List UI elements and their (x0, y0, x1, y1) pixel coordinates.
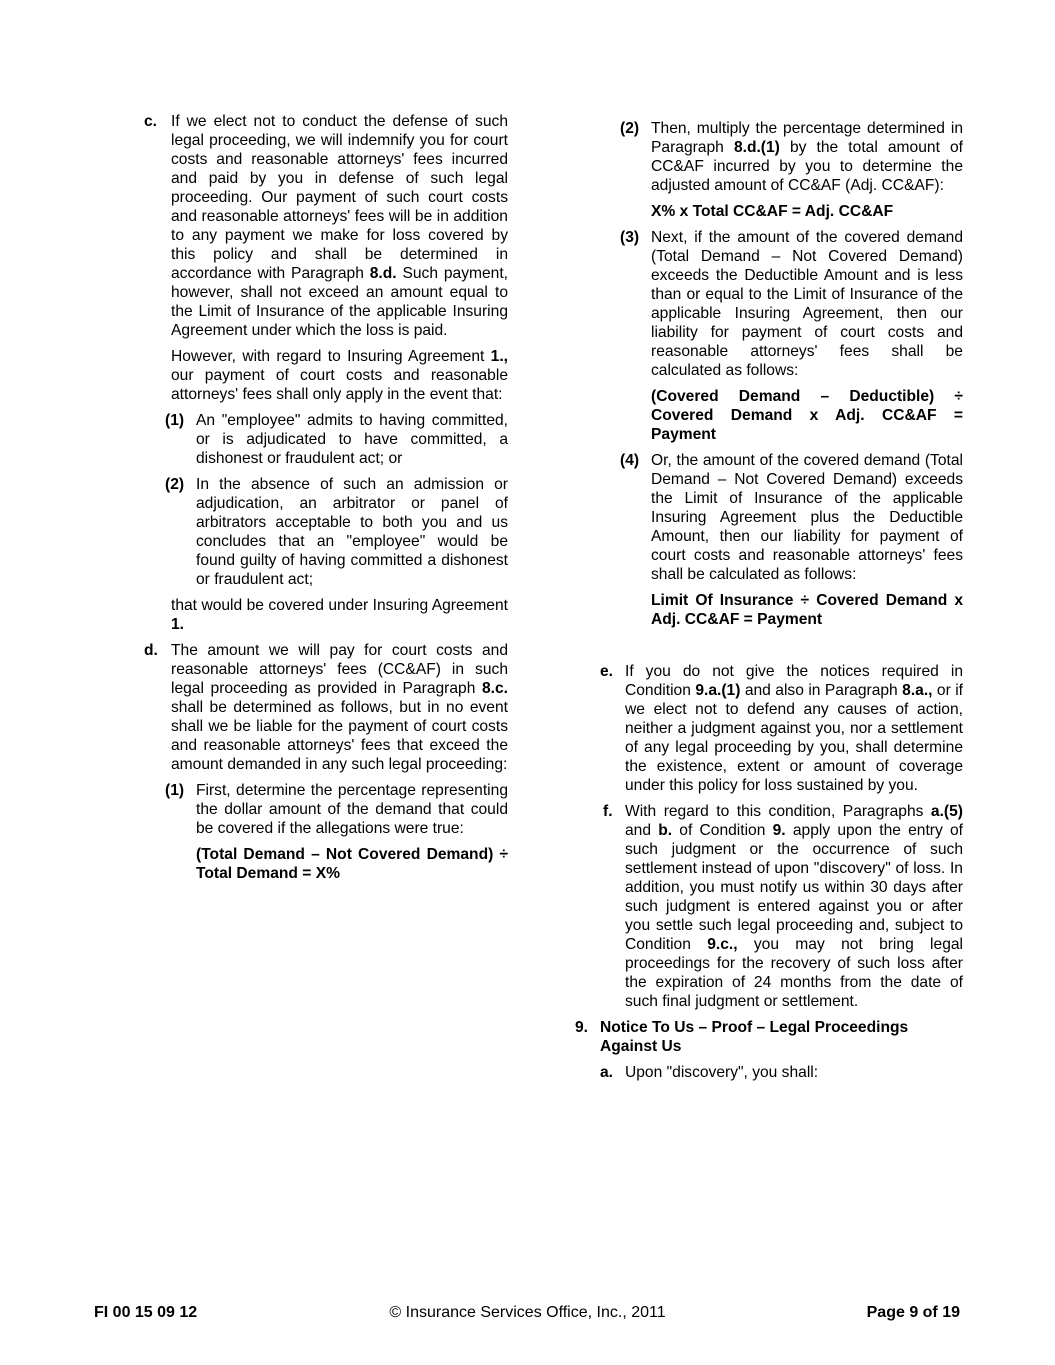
right-column (575, 119, 963, 1089)
paragraph-9a: a. Upon "discovery", you shall: (600, 1064, 819, 1081)
paragraph-8f: f. With regard to this condition, Paragraphs a.(5) and b. of Condition 9. apply upon the entry of such judgment or the occurrence of such settlement instead of upon "discovery" of loss. In addition, you must notify us within 30 days after such judgment is entered against you or after you settle such legal proceeding and, subject to Condition 9.c., you may not bring legal proceedings for the recovery of such loss after the expiration of 24 months from the date of such final judgment or settlement. (603, 803, 964, 1010)
paragraph-8d-4: (4) Or, the amount of the covered demand (Total Demand – Not Covered Demand) exceeds the Limit of Insurance of the applicable Insuring Agreement plus the Deductible Amount, then our liability for payment of court costs and reasonable attorneys' fees shall be calculated as follows: Limit Of Insurance ÷ Covered Demand x Adj. CC&AF = Payment (620, 452, 963, 628)
formula-x-percent: (Total Demand – Not Covered Demand) ÷ Total Demand = X% (196, 846, 508, 882)
formula-adj-ccaf: X% x Total CC&AF = Adj. CC&AF (651, 203, 894, 220)
paragraph-8c-1: (1) An "employee" admits to having committed, or is adjudicated to have committed, a dishonest or fraudulent act; or (165, 412, 508, 467)
section-9-heading: Notice To Us – Proof – Legal Proceedings Against Us (600, 1019, 909, 1055)
formula-payment-deductible: (Covered Demand – Deductible) ÷ Covered Demand x Adj. CC&AF = Payment (651, 388, 963, 443)
paragraph-8d (144, 641, 508, 883)
item-label-9a: a. (600, 1064, 614, 1081)
paragraph-8d-continued (575, 119, 963, 629)
left-column (144, 112, 508, 890)
section-9 (575, 1018, 963, 1056)
paragraph-8d-3: (3) Next, if the amount of the covered demand (Total Demand – Not Covered Demand) exceeds the Deductible Amount and is less than or equal to the Limit of Insurance of the applicable Insuring Agreement, then our liability for payment of court costs and reasonable attorneys' fees shall be calculated as follows: (Covered Demand – Deductible) ÷ Covered Demand x Adj. CC&AF = Payment (620, 229, 963, 443)
paragraph-8c-closing: that would be covered under Insuring Agreement 1. (171, 597, 508, 633)
paragraph-8d-text: The amount we will pay for court costs and reasonable attorneys' fees (CC&AF) in such legal proceeding as provided in Paragraph 8.c. shall be determined as follows, but in no event shall we be liable for the payment of court costs and reasonable attorneys' fees that exceed the amount demanded in any such legal proceeding: (171, 642, 508, 773)
item-label-d: d. (144, 642, 158, 659)
page-number: Page 9 of 19 (866, 1304, 960, 1321)
paragraph-8c-however: However, with regard to Insuring Agreement 1., our payment of court costs and reasonable attorneys' fees shall only apply in the event that: (171, 348, 508, 403)
paragraph-8c (144, 112, 508, 634)
formula-payment-limit: Limit Of Insurance ÷ Covered Demand x Adj. CC&AF = Payment (651, 592, 963, 628)
paragraph-8e: e. If you do not give the notices required in Condition 9.a.(1) and also in Paragraph 8.a., or if we elect not to defend any causes of action, neither a judgment against you, nor a settlement of any legal proceeding by you, shall determine the existence, extent or amount of coverage under this policy for loss sustained by you. (600, 663, 964, 794)
paragraph-8c-text: If we elect not to conduct the defense of such legal proceeding, we will indemnify you for court costs and reasonable attorneys' fees incurred and paid by you in defense of such legal proceeding. Our payment of such court costs and reasonable attorneys' fees will be in addition to any payment we make for loss covered by this policy and shall be determined in accordance with Paragraph 8.d. Such payment, however, shall not exceed an amount equal to the Limit of Insurance of the applicable Insuring Agreement under which the loss is paid. (171, 113, 508, 339)
paragraph-8c-2: (2) In the absence of such an admission or adjudication, an arbitrator or panel of arbitrators acceptable to both you and us concludes that an "employee" would be found guilty of having committed a dishonest or fraudulent act; (165, 476, 508, 588)
paragraph-8d-2: (2) Then, multiply the percentage determined in Paragraph 8.d.(1) by the total amount of CC&AF incurred by you to determine the adjusted amount of CC&AF (Adj. CC&AF): X% x Total CC&AF = Adj. CC&AF (620, 120, 964, 220)
item-label-e: e. (600, 663, 614, 680)
paragraph-8d-1: (1) First, determine the percentage representing the dollar amount of the demand that could be covered if the allegations were true: (Total Demand – Not Covered Demand) ÷ Total Demand = X% (165, 782, 508, 882)
item-label-f: f. (603, 803, 613, 820)
item-label-c: c. (144, 113, 158, 130)
form-number: FI 00 15 09 12 (94, 1304, 198, 1321)
copyright-notice: © Insurance Services Office, Inc., 2011 (389, 1304, 666, 1321)
section-9-number: 9. (575, 1019, 589, 1036)
